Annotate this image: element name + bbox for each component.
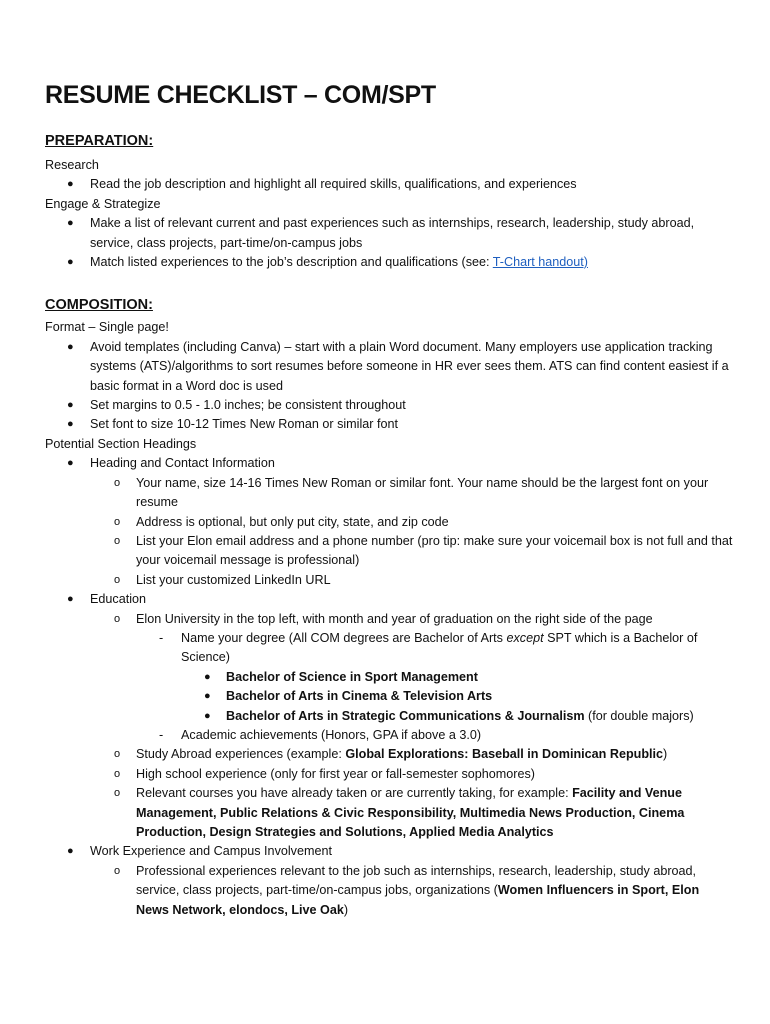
list-item: ● Avoid templates (including Canva) – start with a plain Word document. Many employers use application tracking systems (ATS)/algorithms to sort resumes before someone in HR ever sees them. ATS can find content easiest if a basic format in a Word doc is used <box>67 339 729 393</box>
engage-label: Engage & Strategize <box>45 196 161 211</box>
list-item: - Academic achievements (Honors, GPA if above a 3.0) <box>45 726 735 745</box>
circle-bullet-icon: o <box>114 787 121 800</box>
list-item: o Elon University in the top left, with month and year of graduation on the right side of the page <box>45 610 735 629</box>
list-item: o Study Abroad experiences (example: Global Explorations: Baseball in Dominican Republic) <box>45 745 735 764</box>
list-item: ● Match listed experiences to the job’s description and qualifications (see: T-Chart handout) <box>45 253 735 272</box>
bullet-icon: ● <box>204 690 211 703</box>
format-label: Format – Single page! <box>45 320 169 335</box>
list-item: ● Read the job description and highlight all required skills, qualifications, and experiences <box>45 175 735 194</box>
research-label: Research <box>45 158 99 172</box>
dash-bullet-icon: - <box>159 630 164 645</box>
list-item: o Address is optional, but only put city, state, and zip code <box>45 513 735 532</box>
list-item: ● Make a list of relevant current and past experiences such as internships, research, leadership, study abroad, service, class projects, part-time/on-campus jobs <box>67 216 695 250</box>
bullet-icon: ● <box>67 399 74 412</box>
list-item: o Your name, size 14-16 Times New Roman or similar font. Your name should be the largest font on your resume <box>114 475 709 510</box>
list-item: ● Set font to size 10-12 Times New Roman or similar font <box>45 415 735 434</box>
preparation-heading: PREPARATION: <box>45 133 154 149</box>
page-title: RESUME CHECKLIST – COM/SPT <box>45 81 436 109</box>
sections-label: Potential Section Headings <box>45 436 197 451</box>
list-item: ● Work Experience and Campus Involvement <box>45 842 735 861</box>
composition-heading: COMPOSITION: <box>45 297 153 314</box>
list-item: o Relevant courses you have already taken or are currently taking, for example: Facility and Venue Management, Public Relations & Civic Responsibility, Multimedia News Production, Cinema Production, Design Strategies and Solutions, Applied Media Analytics <box>114 786 685 839</box>
bullet-icon: ● <box>67 593 74 606</box>
list-item: ● Bachelor of Arts in Strategic Communications & Journalism (for double majors) <box>45 707 735 726</box>
list-item: o List your customized LinkedIn URL <box>45 571 735 590</box>
bullet-icon: ● <box>67 457 74 470</box>
list-item: o High school experience (only for first year or fall-semester sophomores) <box>45 765 735 784</box>
list-item: ● Bachelor of Science in Sport Management <box>45 668 735 687</box>
dash-bullet-icon: - <box>159 727 164 742</box>
list-item: ● Education <box>45 590 735 609</box>
list-item: ● Bachelor of Arts in Cinema & Television Arts <box>45 687 735 706</box>
list-item: o List your Elon email address and a phone number (pro tip: make sure your voicemail box is not full and that your voicemail message is professional) <box>114 533 733 568</box>
bullet-icon: ● <box>67 340 74 353</box>
circle-bullet-icon: o <box>114 573 121 586</box>
bullet-icon: ● <box>67 217 74 230</box>
circle-bullet-icon: o <box>114 864 121 877</box>
bullet-icon: ● <box>204 670 211 683</box>
circle-bullet-icon: o <box>114 767 121 780</box>
circle-bullet-icon: o <box>114 612 121 625</box>
circle-bullet-icon: o <box>114 476 121 489</box>
list-item: ● Heading and Contact Information <box>45 454 735 473</box>
circle-bullet-icon: o <box>114 534 121 547</box>
circle-bullet-icon: o <box>114 748 121 761</box>
list-item: - Name your degree (All COM degrees are Bachelor of Arts except SPT which is a Bachelor of Science) <box>159 630 698 665</box>
t-chart-handout-link[interactable]: T-Chart handout) <box>492 255 588 270</box>
circle-bullet-icon: o <box>114 515 121 528</box>
bullet-icon: ● <box>67 178 74 191</box>
list-item: ● Set margins to 0.5 - 1.0 inches; be consistent throughout <box>45 396 735 415</box>
bullet-icon: ● <box>67 845 74 858</box>
list-item: o Professional experiences relevant to the job such as internships, research, leadership, study abroad, service, class projects, part-time/on-campus jobs, organizations (Women Influencers in Sport, Elon News Network, elondocs, Live Oak) <box>114 863 700 917</box>
bullet-icon: ● <box>204 709 211 722</box>
bullet-icon: ● <box>67 256 74 269</box>
document-page <box>45 78 735 920</box>
bullet-icon: ● <box>67 418 74 431</box>
